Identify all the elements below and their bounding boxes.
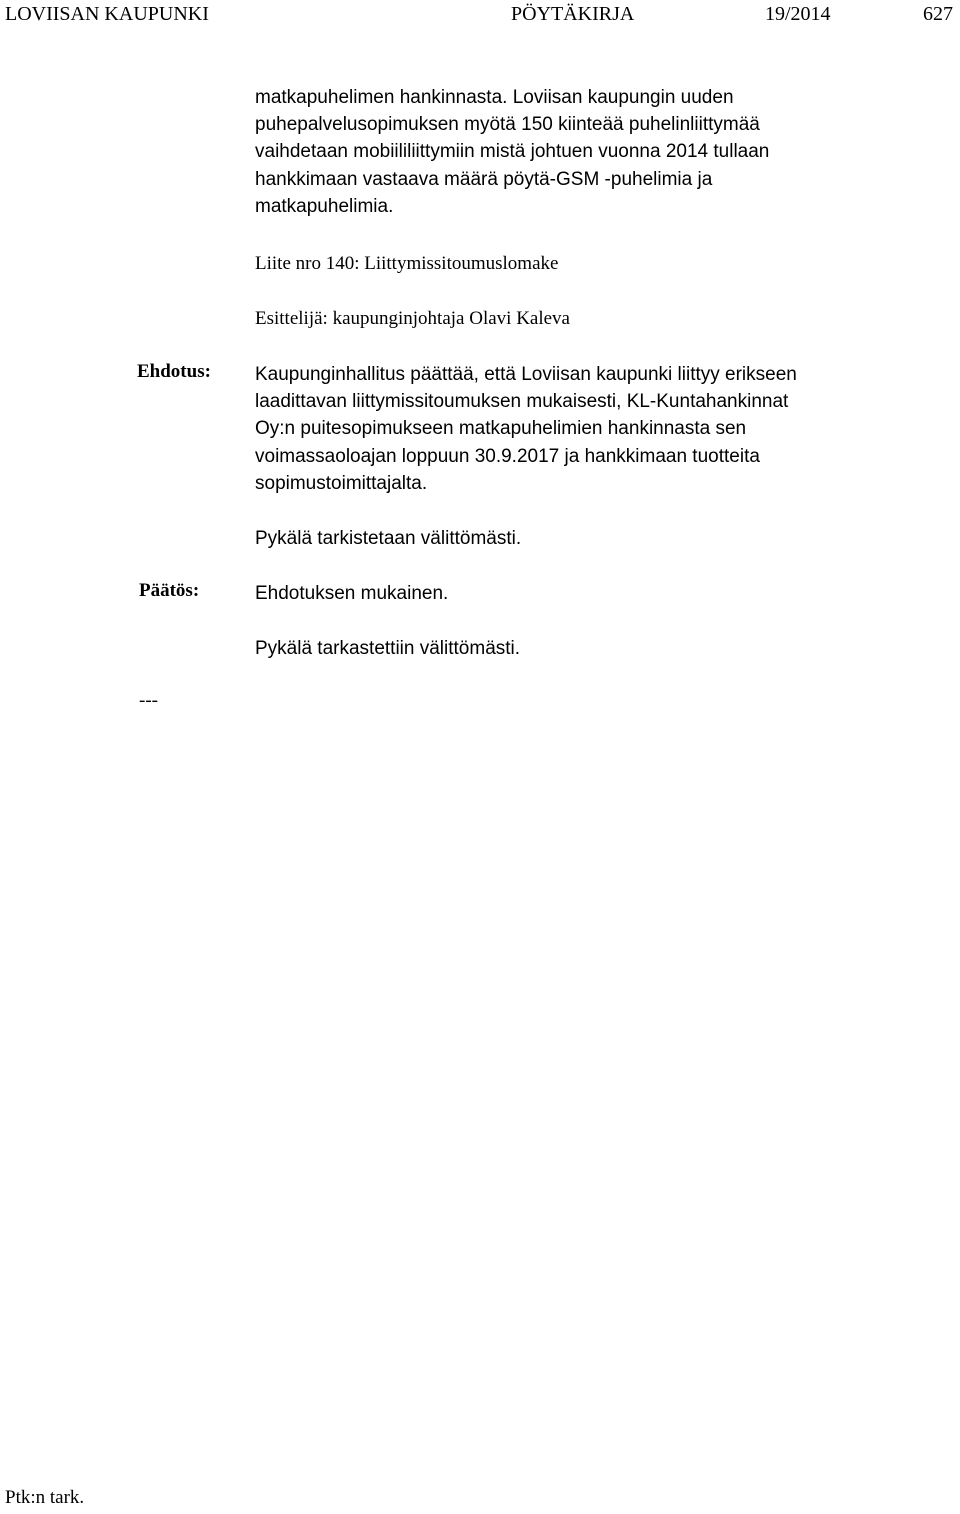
proposal-text: Kaupunginhallitus päättää, että Loviisan kaupunki liittyy erikseen laadittavan liittymissitoumuksen mukaisesti, KL-Kuntahankinnat Oy:n puitesopimukseen matkapuhelimien hankinnasta sen voimassaoloajan loppuun 30.9.2017 ja hankkimaan tuotteita sopimustoimittajalta. [255,364,797,494]
meeting-number: 19/2014 [765,3,831,25]
initials-label: Ptk:n tark. [5,1487,85,1508]
page-header [0,0,960,30]
attachment-line: Liite nro 140: Liittymissitoumuslomake [255,253,559,274]
decision-text: Ehdotuksen mukainen. [255,583,449,604]
decision-label: Päätös: [139,580,200,601]
decision-check: Pykälä tarkastettiin välittömästi. [255,638,521,659]
presenter-line: Esittelijä: kaupunginjohtaja Olavi Kaleva [255,308,570,329]
section-separator: --- [139,690,158,711]
intro-paragraph: matkapuhelimen hankinnasta. Loviisan kaupungin uuden puhepalvelusopimuksen myötä 150 kiinteää puhelinliittymää vaihdetaan mobiililiittymiin mistä johtuen vuonna 2014 tullaan hankkimaan vastaava määrä pöytä-GSM -puhelimia ja matkapuhelimia. [255,87,770,217]
organization-name: LOVIISAN KAUPUNKI [5,3,209,25]
page-number: 627 [923,3,953,25]
proposal-label: Ehdotus: [137,361,211,382]
proposal-check: Pykälä tarkistetaan välittömästi. [255,528,522,549]
document-type: PÖYTÄKIRJA [511,3,635,25]
